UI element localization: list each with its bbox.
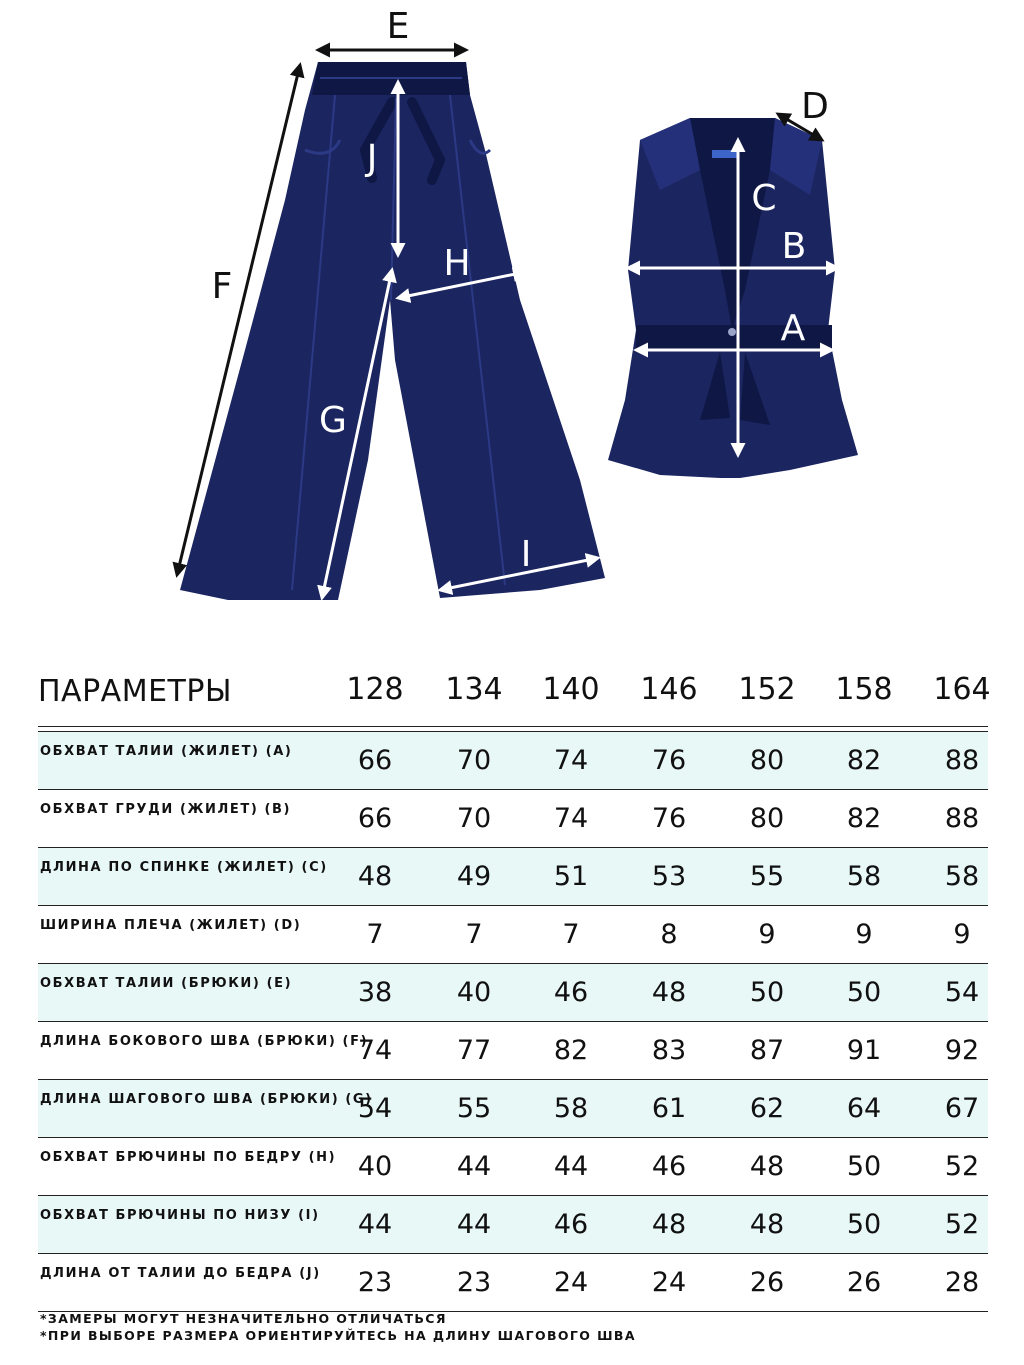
table-cell: 87	[749, 1035, 785, 1066]
table-cell: 48	[651, 1209, 687, 1240]
table-cell: 8	[660, 919, 678, 950]
label-g: G	[319, 400, 347, 441]
label-e: E	[386, 6, 410, 47]
table-cell: 26	[749, 1267, 785, 1298]
table-cell: 61	[651, 1093, 687, 1124]
row-label: ОБХВАТ ГРУДИ (ЖИЛЕТ) (В)	[40, 802, 292, 817]
table-row	[38, 848, 988, 906]
table-cell: 62	[749, 1093, 785, 1124]
table-row	[38, 964, 988, 1022]
table-cell: 48	[357, 861, 393, 892]
table-cell: 52	[944, 1209, 980, 1240]
table-title: ПАРАМЕТРЫ	[38, 674, 232, 709]
table-cell: 40	[357, 1151, 393, 1182]
table-cell: 58	[553, 1093, 589, 1124]
table-row	[38, 1080, 988, 1138]
label-i: I	[520, 534, 532, 575]
table-cell: 82	[846, 745, 882, 776]
table-cell: 55	[749, 861, 785, 892]
table-cell: 50	[846, 1151, 882, 1182]
table-cell: 48	[651, 977, 687, 1008]
table-cell: 44	[357, 1209, 393, 1240]
row-label: ДЛИНА ПО СПИНКЕ (ЖИЛЕТ) (С)	[40, 860, 328, 875]
table-cell: 58	[944, 861, 980, 892]
label-b: B	[781, 226, 807, 267]
row-label: ДЛИНА ОТ ТАЛИИ ДО БЕДРА (J)	[40, 1266, 321, 1281]
label-a: A	[780, 308, 806, 349]
table-cell: 40	[456, 977, 492, 1008]
table-cell: 74	[553, 803, 589, 834]
table-row	[38, 732, 988, 790]
table-cell: 23	[456, 1267, 492, 1298]
size-table	[38, 668, 991, 1312]
table-cell: 7	[562, 919, 580, 950]
table-cell: 50	[846, 977, 882, 1008]
size-header: 134	[445, 672, 503, 707]
table-cell: 48	[749, 1151, 785, 1182]
table-cell: 92	[944, 1035, 980, 1066]
table-cell: 76	[651, 803, 687, 834]
table-cell: 26	[846, 1267, 882, 1298]
table-cell: 54	[357, 1093, 393, 1124]
table-cell: 58	[846, 861, 882, 892]
label-j: J	[366, 138, 378, 179]
table-cell: 9	[953, 919, 971, 950]
table-cell: 24	[553, 1267, 589, 1298]
table-cell: 53	[651, 861, 687, 892]
table-cell: 44	[456, 1209, 492, 1240]
row-label: ДЛИНА ШАГОВОГО ШВА (БРЮКИ) (G)	[40, 1092, 373, 1107]
table-cell: 66	[357, 745, 393, 776]
size-header: 164	[933, 672, 991, 707]
table-cell: 74	[357, 1035, 393, 1066]
table-cell: 9	[855, 919, 873, 950]
footnote: *ПРИ ВЫБОРЕ РАЗМЕРА ОРИЕНТИРУЙТЕСЬ НА ДЛИНУ ШАГОВОГО ШВА	[40, 1328, 636, 1343]
table-cell: 88	[944, 803, 980, 834]
size-header: 140	[542, 672, 600, 707]
table-cell: 38	[357, 977, 393, 1008]
table-cell: 49	[456, 861, 492, 892]
table-cell: 80	[749, 745, 785, 776]
size-header-row	[38, 668, 991, 726]
table-cell: 46	[553, 977, 589, 1008]
row-label: ОБХВАТ БРЮЧИНЫ ПО БЕДРУ (Н)	[40, 1150, 337, 1165]
table-cell: 70	[456, 745, 492, 776]
table-cell: 48	[749, 1209, 785, 1240]
table-row	[38, 1254, 988, 1312]
table-rule	[38, 726, 988, 727]
row-label: ОБХВАТ БРЮЧИНЫ ПО НИЗУ (I)	[40, 1208, 320, 1223]
trousers-illustration	[180, 62, 605, 600]
table-cell: 55	[456, 1093, 492, 1124]
table-cell: 74	[553, 745, 589, 776]
label-h: H	[443, 243, 471, 284]
table-row	[38, 906, 988, 964]
table-row	[38, 790, 988, 848]
footnote: *ЗАМЕРЫ МОГУТ НЕЗНАЧИТЕЛЬНО ОТЛИЧАТЬСЯ	[40, 1311, 447, 1326]
garment-measurement-diagram	[0, 0, 1024, 640]
table-cell: 7	[366, 919, 384, 950]
table-cell: 46	[553, 1209, 589, 1240]
row-label: ДЛИНА БОКОВОГО ШВА (БРЮКИ) (F)	[40, 1034, 369, 1049]
label-f: F	[211, 266, 233, 307]
table-cell: 46	[651, 1151, 687, 1182]
row-label: ОБХВАТ ТАЛИИ (ЖИЛЕТ) (А)	[40, 744, 293, 759]
table-cell: 50	[846, 1209, 882, 1240]
table-cell: 24	[651, 1267, 687, 1298]
table-cell: 82	[553, 1035, 589, 1066]
footnotes	[40, 1310, 636, 1344]
table-cell: 51	[553, 861, 589, 892]
size-header: 158	[835, 672, 893, 707]
size-header: 146	[640, 672, 698, 707]
table-cell: 66	[357, 803, 393, 834]
table-cell: 88	[944, 745, 980, 776]
row-label: ОБХВАТ ТАЛИИ (БРЮКИ) (Е)	[40, 976, 293, 991]
table-cell: 54	[944, 977, 980, 1008]
table-cell: 67	[944, 1093, 980, 1124]
table-cell: 28	[944, 1267, 980, 1298]
vest-illustration	[608, 118, 858, 478]
size-header: 152	[738, 672, 796, 707]
table-cell: 80	[749, 803, 785, 834]
size-header: 128	[346, 672, 404, 707]
table-cell: 50	[749, 977, 785, 1008]
table-cell: 70	[456, 803, 492, 834]
table-row	[38, 1022, 988, 1080]
table-cell: 44	[553, 1151, 589, 1182]
label-c: C	[751, 178, 777, 219]
table-cell: 82	[846, 803, 882, 834]
table-cell: 76	[651, 745, 687, 776]
table-cell: 64	[846, 1093, 882, 1124]
table-cell: 52	[944, 1151, 980, 1182]
table-row	[38, 1196, 988, 1254]
table-cell: 83	[651, 1035, 687, 1066]
table-cell: 44	[456, 1151, 492, 1182]
table-cell: 91	[846, 1035, 882, 1066]
label-d: D	[801, 86, 829, 127]
table-cell: 7	[465, 919, 483, 950]
row-label: ШИРИНА ПЛЕЧА (ЖИЛЕТ) (D)	[40, 918, 302, 933]
table-cell: 9	[758, 919, 776, 950]
table-row	[38, 1138, 988, 1196]
table-cell: 23	[357, 1267, 393, 1298]
table-cell: 77	[456, 1035, 492, 1066]
